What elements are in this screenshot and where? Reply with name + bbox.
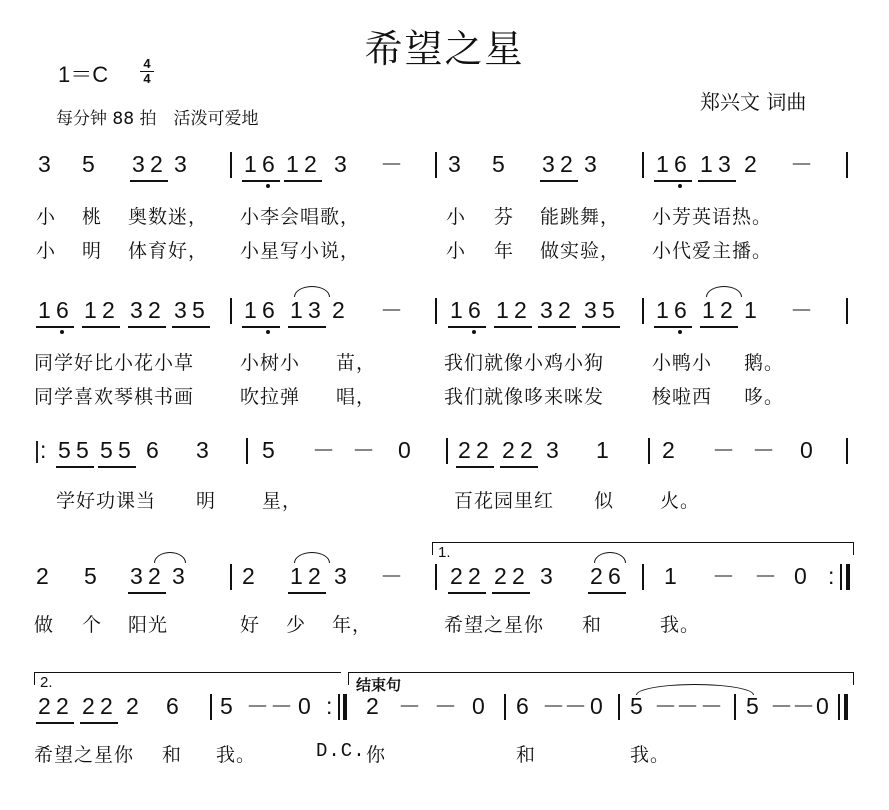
note: 2: [662, 437, 675, 463]
note: 2: [720, 297, 733, 323]
note: 2: [150, 151, 163, 177]
dash: －: [654, 693, 677, 719]
bar-line: [846, 438, 848, 464]
bar-line: [648, 438, 650, 464]
note: 5: [220, 693, 233, 719]
note: 0: [398, 437, 411, 463]
lyric: 我们就像小鸡小狗: [444, 352, 605, 374]
note: 5: [118, 437, 131, 463]
note: 6: [608, 563, 621, 589]
lyric: 小: [446, 240, 467, 262]
lyric: 阳光: [128, 614, 169, 636]
note: 2: [242, 563, 255, 589]
score-line-1: [0, 150, 889, 268]
tempo-marking: 每分钟 88 拍 活泼可爱地: [56, 109, 259, 129]
dash: －: [246, 693, 269, 719]
lyric: 鹅。: [744, 352, 785, 374]
repeat-bar-line: [343, 694, 347, 720]
lyric: 小树小: [240, 352, 301, 374]
note: 5: [58, 437, 71, 463]
note: 1: [700, 151, 713, 177]
bar-line: [230, 298, 232, 324]
dash: －: [380, 297, 403, 323]
repeat-start-sign: |:: [34, 437, 47, 463]
dash: －: [700, 693, 723, 719]
note: 2: [100, 693, 113, 719]
lyric: 火。: [660, 490, 701, 512]
dash: －: [792, 693, 815, 719]
note: 5: [630, 693, 643, 719]
note: 2: [494, 563, 507, 589]
bar-line: [618, 694, 620, 720]
note: 3: [540, 563, 553, 589]
lyric: 小芳英语热。: [652, 206, 773, 228]
note: 5: [746, 693, 759, 719]
bar-line: [840, 564, 842, 590]
bar-line: [435, 298, 437, 324]
second-ending-bracket: [34, 672, 341, 685]
song-title: 希望之星: [364, 27, 525, 71]
coda-bracket: [348, 672, 854, 685]
note: 3: [132, 151, 145, 177]
note: 3: [308, 297, 321, 323]
note: 2: [36, 563, 49, 589]
note: 5: [262, 437, 275, 463]
lyric: 少: [286, 614, 307, 636]
bar-line: [246, 438, 248, 464]
note: 5: [192, 297, 205, 323]
note: 2: [308, 563, 321, 589]
bar-line: [435, 564, 437, 590]
dash: －: [676, 693, 699, 719]
note: 0: [590, 693, 603, 719]
note: 1: [38, 297, 51, 323]
note: 1: [656, 297, 669, 323]
note: 2: [560, 151, 573, 177]
note: 3: [38, 151, 51, 177]
dash: －: [312, 437, 335, 463]
note: 5: [100, 437, 113, 463]
bar-line: [230, 564, 232, 590]
note: 5: [82, 151, 95, 177]
note: 0: [816, 693, 829, 719]
lyric: 百花园里红: [454, 490, 555, 512]
notes-line-2: [0, 296, 889, 336]
lyric: 做实验，: [540, 240, 621, 262]
lyric: 小鸭小: [652, 352, 713, 374]
repeat-end-sign: :: [828, 563, 835, 589]
lyric: 小: [36, 206, 57, 228]
lyric: 小李会唱歌，: [240, 206, 361, 228]
note: 3: [174, 297, 187, 323]
lyric: 苗，: [336, 352, 377, 374]
note: 3: [174, 151, 187, 177]
note: 2: [126, 693, 139, 719]
note: 5: [76, 437, 89, 463]
final-bar-line: [844, 694, 848, 720]
lyric: 和: [582, 614, 603, 636]
note: 5: [84, 563, 97, 589]
lyric: 我。: [630, 744, 671, 766]
dc-marking: D.C.: [316, 740, 366, 762]
dash: －: [398, 693, 421, 719]
note: 6: [262, 151, 275, 177]
note: 6: [674, 297, 687, 323]
note: 1: [596, 437, 609, 463]
note: 1: [286, 151, 299, 177]
dash: －: [380, 151, 403, 177]
note: 6: [674, 151, 687, 177]
lyric: 你: [366, 744, 387, 766]
note: 2: [458, 437, 471, 463]
note: 5: [492, 151, 505, 177]
note: 3: [540, 297, 553, 323]
note: 6: [166, 693, 179, 719]
bar-line: [846, 152, 848, 178]
note: 0: [298, 693, 311, 719]
dash: －: [434, 693, 457, 719]
dash: －: [790, 297, 813, 323]
note: 3: [546, 437, 559, 463]
note: 3: [172, 563, 185, 589]
note: 2: [332, 297, 345, 323]
lyric: 希望之星你: [444, 614, 545, 636]
notes-line-4: [0, 562, 889, 602]
note: 2: [476, 437, 489, 463]
note: 3: [334, 563, 347, 589]
note: 5: [602, 297, 615, 323]
note: 2: [512, 563, 525, 589]
lyric: 能跳舞，: [540, 206, 621, 228]
note: 3: [334, 151, 347, 177]
note: 2: [590, 563, 603, 589]
note: 1: [450, 297, 463, 323]
dash: －: [770, 693, 793, 719]
score-line-5: [0, 674, 889, 810]
note: 1: [702, 297, 715, 323]
first-ending-label: 1.: [438, 544, 451, 561]
lyric: 希望之星你: [34, 744, 135, 766]
note: 6: [146, 437, 159, 463]
lyric: 梭啦西: [652, 386, 713, 408]
lyric: 我。: [216, 744, 257, 766]
note: 3: [718, 151, 731, 177]
lyric: 做: [34, 614, 55, 636]
note: 3: [584, 297, 597, 323]
score-line-3: [0, 436, 889, 554]
lyric: 星，: [262, 490, 303, 512]
lyric: 年，: [332, 614, 373, 636]
bar-line: [642, 152, 644, 178]
note: 3: [130, 297, 143, 323]
note: 1: [744, 297, 757, 323]
lyric: 和: [516, 744, 537, 766]
dash: －: [352, 437, 375, 463]
lyric: 小: [446, 206, 467, 228]
note: 1: [290, 297, 303, 323]
note: 1: [664, 563, 677, 589]
second-ending-label: 2.: [40, 674, 53, 691]
lyric: 小: [36, 240, 57, 262]
note: 1: [290, 563, 303, 589]
lyric: 明: [196, 490, 217, 512]
lyric: 小星写小说，: [240, 240, 361, 262]
lyric: 哆。: [744, 386, 785, 408]
note: 1: [244, 151, 257, 177]
note: 2: [744, 151, 757, 177]
note: 3: [542, 151, 555, 177]
note: 3: [584, 151, 597, 177]
note: 3: [196, 437, 209, 463]
bar-line: [435, 152, 437, 178]
lyric: 个: [82, 614, 103, 636]
note: 2: [38, 693, 51, 719]
bar-line: [734, 694, 736, 720]
note: 0: [794, 563, 807, 589]
lyric: 芬: [494, 206, 515, 228]
note: 2: [450, 563, 463, 589]
notes-line-5: [0, 692, 889, 732]
score-line-2: [0, 296, 889, 414]
repeat-end-sign: :: [326, 693, 333, 719]
lyric: 体育好，: [128, 240, 209, 262]
lyric: 同学喜欢琴棋书画: [34, 386, 195, 408]
lyric: 奥数迷，: [128, 206, 209, 228]
bar-line: [210, 694, 212, 720]
note: 6: [516, 693, 529, 719]
note: 1: [496, 297, 509, 323]
note: 2: [514, 297, 527, 323]
lyric: 小代爱主播。: [652, 240, 773, 262]
time-signature-top: 4: [143, 56, 151, 71]
note: 2: [520, 437, 533, 463]
note: 0: [472, 693, 485, 719]
composer-credit: 郑兴文 词曲: [700, 90, 807, 114]
dash: －: [712, 563, 735, 589]
lyric: 同学好比小花小草: [34, 352, 195, 374]
lyric: 我。: [660, 614, 701, 636]
note: 3: [130, 563, 143, 589]
lyric: 好: [240, 614, 261, 636]
note: 6: [262, 297, 275, 323]
note: 0: [800, 437, 813, 463]
dash: －: [380, 563, 403, 589]
note: 2: [558, 297, 571, 323]
lyric: 桃: [82, 206, 103, 228]
lyric: 吹拉弹: [240, 386, 301, 408]
lyric: 似: [594, 490, 615, 512]
note: 2: [148, 563, 161, 589]
note: 2: [56, 693, 69, 719]
bar-line: [838, 694, 840, 720]
note: 6: [468, 297, 481, 323]
dash: －: [754, 563, 777, 589]
first-ending-bracket: [432, 542, 854, 555]
coda-label: 结束句: [356, 676, 402, 694]
lyric: 唱，: [336, 386, 377, 408]
dash: －: [270, 693, 293, 719]
note: 2: [468, 563, 481, 589]
lyric: 年: [494, 240, 515, 262]
note: 2: [82, 693, 95, 719]
note: 6: [56, 297, 69, 323]
bar-line: [642, 564, 644, 590]
bar-line: [230, 152, 232, 178]
bar-line: [504, 694, 506, 720]
lyric: 和: [162, 744, 183, 766]
note: 2: [148, 297, 161, 323]
dash: －: [752, 437, 775, 463]
dash: －: [712, 437, 735, 463]
time-signature: [138, 58, 156, 85]
note: 2: [502, 437, 515, 463]
bar-line: [446, 438, 448, 464]
note: 3: [448, 151, 461, 177]
notes-line-1: [0, 150, 889, 190]
lyric: 我们就像哆来咪发: [444, 386, 605, 408]
final-bar-line: [846, 564, 850, 590]
note: 1: [656, 151, 669, 177]
note: 1: [244, 297, 257, 323]
bar-line: [846, 298, 848, 324]
dash: －: [564, 693, 587, 719]
lyric: 学好功课当: [56, 490, 157, 512]
time-signature-bottom: 4: [143, 71, 151, 86]
dash: －: [790, 151, 813, 177]
dash: －: [542, 693, 565, 719]
notes-line-3: [0, 436, 889, 476]
note: 2: [366, 693, 379, 719]
note: 1: [84, 297, 97, 323]
note: 2: [102, 297, 115, 323]
score-line-4: [0, 544, 889, 680]
lyric: 明: [82, 240, 103, 262]
key-signature: 1＝C: [58, 62, 109, 87]
bar-line: [642, 298, 644, 324]
bar-line: [338, 694, 340, 720]
note: 2: [304, 151, 317, 177]
